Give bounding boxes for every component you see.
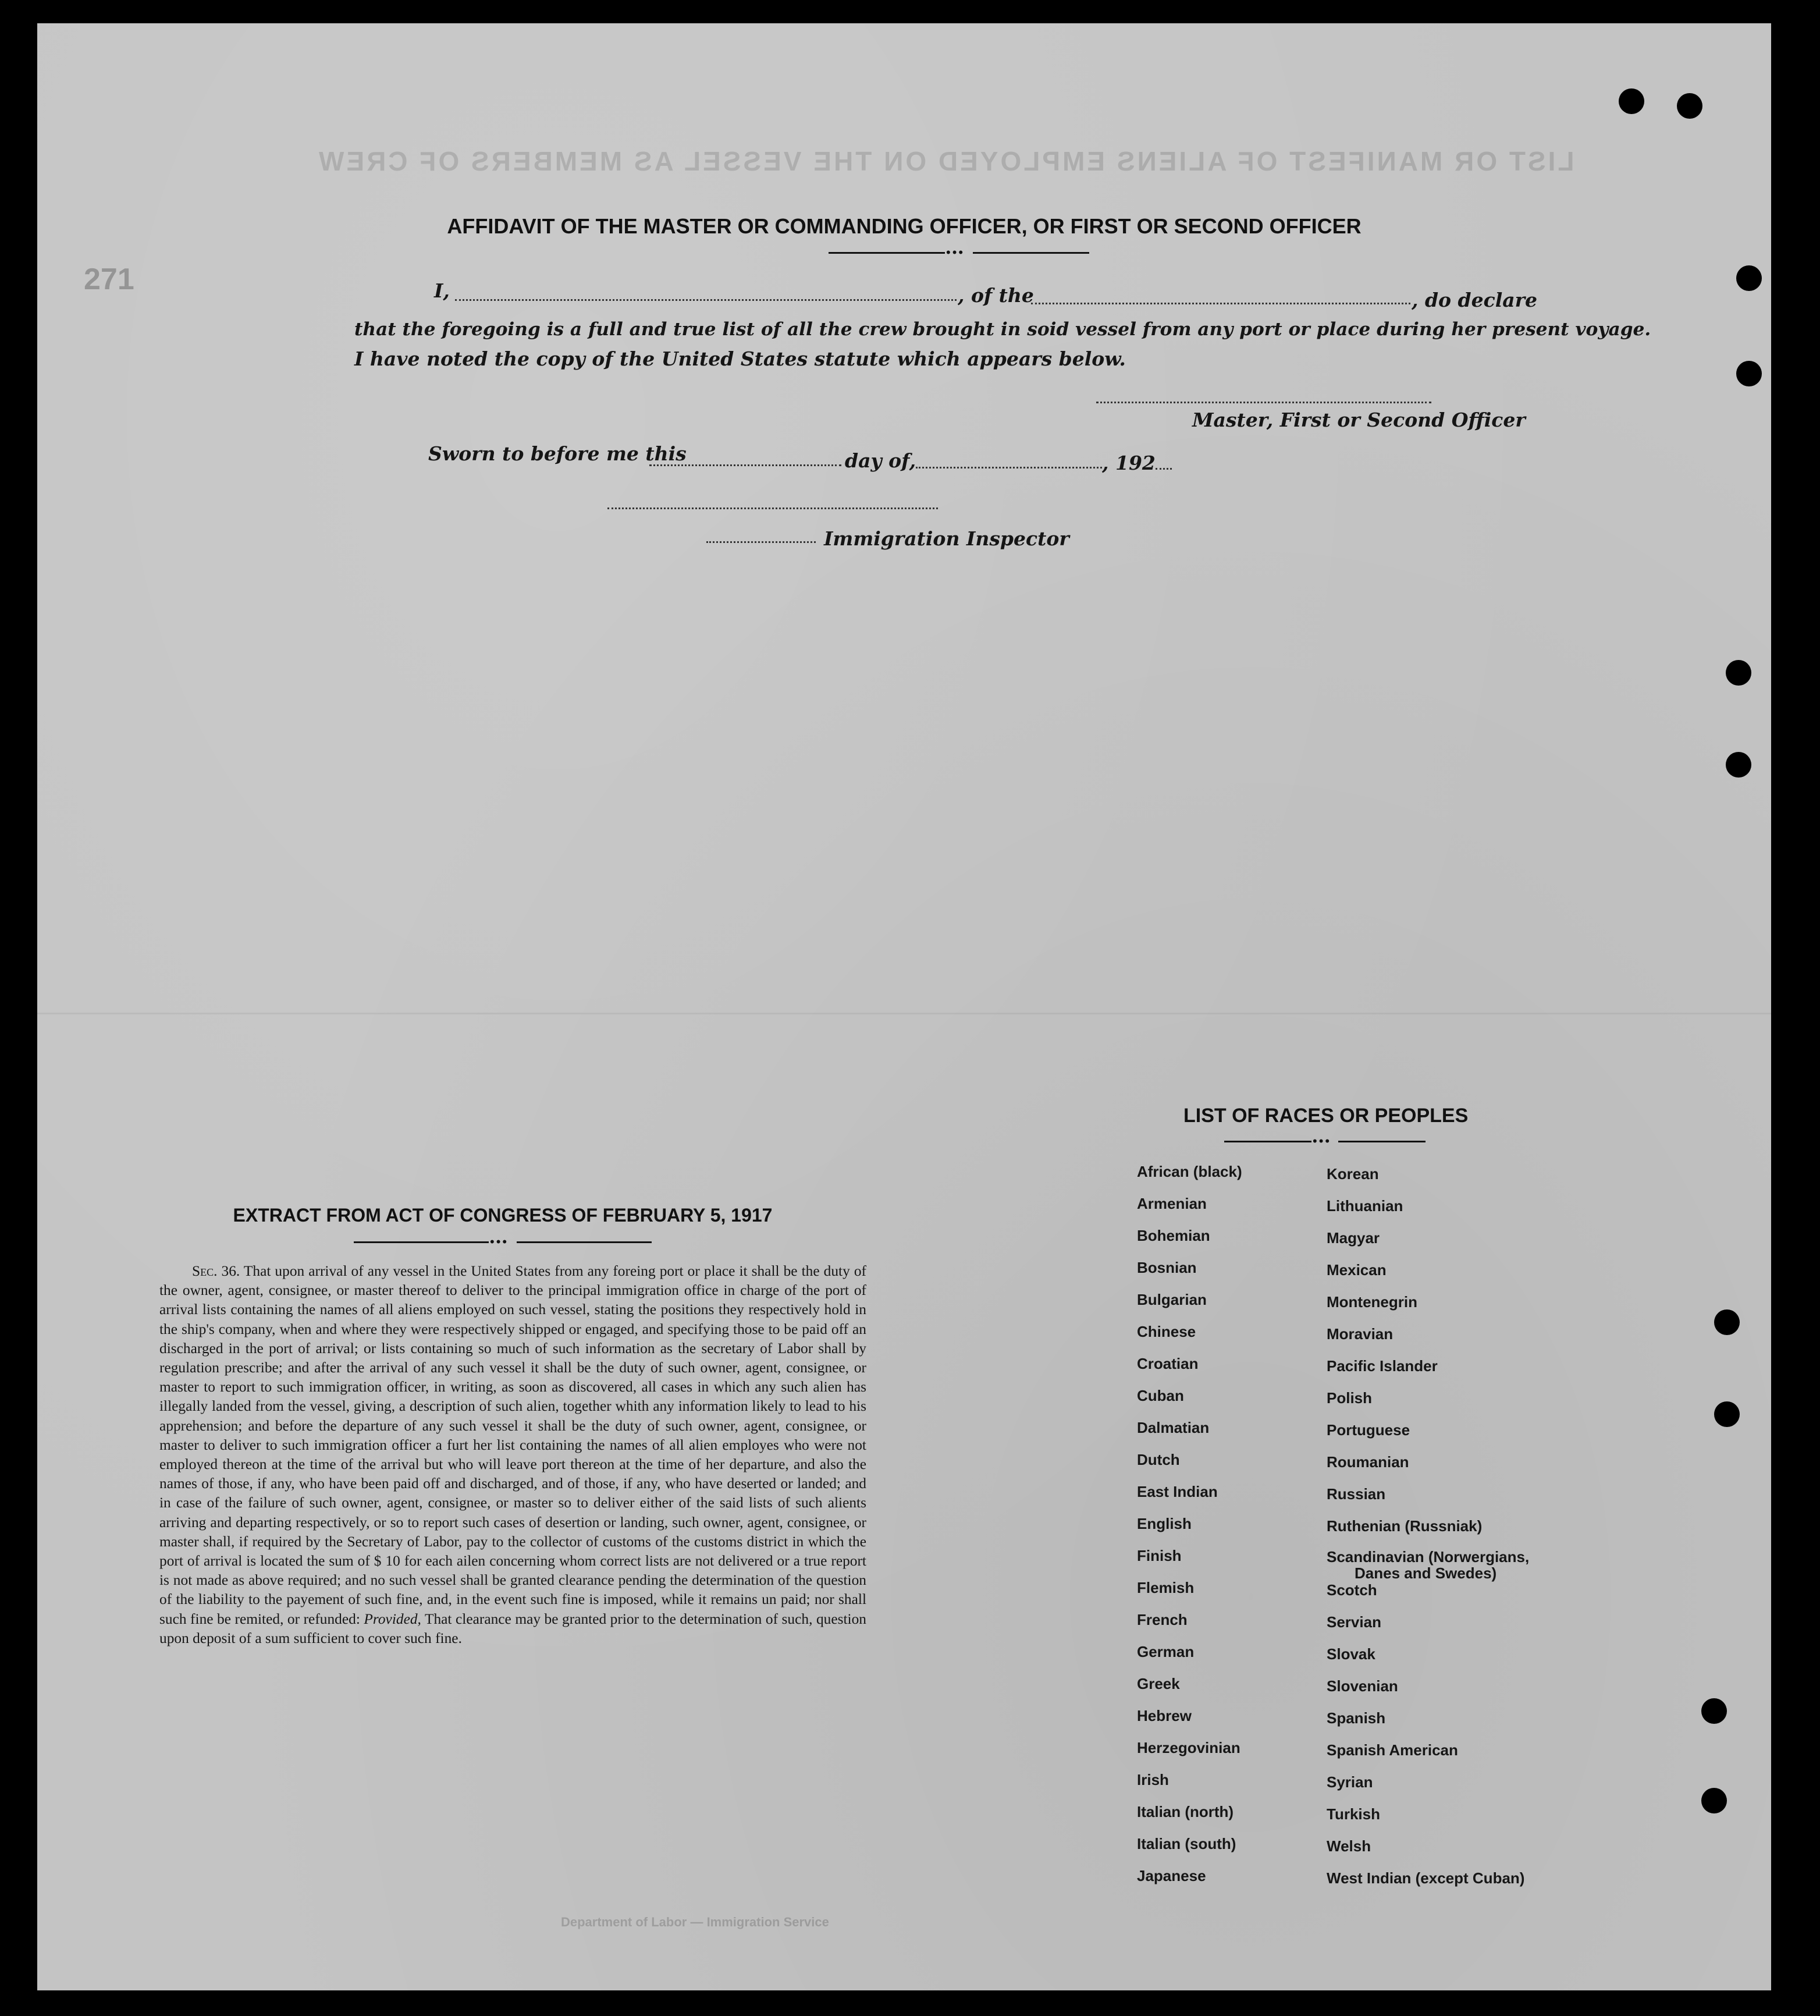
extract-text (159, 1262, 866, 1648)
race-item: Korean (1327, 1165, 1379, 1183)
vessel-blank (1031, 303, 1410, 304)
race-item: Croatian (1137, 1355, 1199, 1372)
affidavit-title: AFFIDAVIT OF THE MASTER OR COMMANDING OFFICER, OR FIRST OR SECOND OFFICER (447, 214, 1362, 238)
race-item: Magyar (1327, 1229, 1380, 1247)
affidavit-declaration: that the foregoing is a full and true list of all the crew brought in soid vessel from any port or place during her present voyage. (354, 319, 1651, 340)
race-item: Herzegovinian (1137, 1739, 1240, 1756)
race-item: German (1137, 1643, 1195, 1660)
race-item: Moravian (1327, 1325, 1394, 1343)
day-of-text: day of, (845, 449, 916, 472)
race-item: Spanish American (1327, 1741, 1458, 1759)
extract-text-part2: That clearance may be granted prior to the determination of such, question upon deposit of a sum sufficient to cover such fine. (159, 1610, 866, 1646)
race-item: Armenian (1137, 1195, 1207, 1212)
races-rule-dots: ••• (1313, 1134, 1332, 1148)
bleed-through-number: 271 (84, 262, 134, 296)
race-item: Finish (1137, 1547, 1182, 1564)
race-item: Slovenian (1327, 1677, 1398, 1695)
race-item: Bohemian (1137, 1227, 1210, 1244)
affidavit-word-do-declare: , do declare (1412, 289, 1538, 311)
punch-hole (1726, 752, 1751, 778)
extract-rule-left (354, 1241, 489, 1243)
race-item: Russian (1327, 1485, 1386, 1503)
title-rule-left (829, 252, 945, 254)
manifest-page (37, 23, 1771, 1990)
punch-hole (1619, 88, 1644, 114)
races-rule-left (1224, 1141, 1311, 1142)
year-blank (1156, 468, 1172, 470)
race-item: Spanish (1327, 1709, 1386, 1727)
affidavit-word-of-the: , of the (958, 284, 1034, 307)
race-item: Welsh (1327, 1837, 1371, 1855)
month-blank (916, 467, 1102, 468)
race-item: English (1137, 1515, 1192, 1532)
signature-label: Master, First or Second Officer (1192, 409, 1526, 431)
punch-hole (1677, 93, 1702, 119)
race-item: Roumanian (1327, 1453, 1409, 1471)
race-item: Bulgarian (1137, 1291, 1207, 1308)
race-item: French (1137, 1611, 1188, 1628)
race-item: Cuban (1137, 1387, 1184, 1404)
race-item: Portuguese (1327, 1421, 1410, 1439)
inspector-signature-blank (607, 507, 938, 509)
race-item: Greek (1137, 1675, 1180, 1692)
fold-crease (37, 1013, 1771, 1014)
title-rule-dots: ••• (946, 245, 965, 260)
race-item: Bosnian (1137, 1259, 1197, 1276)
race-item: West Indian (except Cuban) (1327, 1869, 1525, 1887)
section-label: Sec. 36. (192, 1263, 240, 1279)
punch-hole (1714, 1309, 1740, 1335)
race-item: Polish (1327, 1389, 1373, 1407)
extract-title: EXTRACT FROM ACT OF CONGRESS OF FEBRUARY 5, 1917 (233, 1205, 773, 1226)
race-item: Chinese (1137, 1323, 1196, 1340)
provided-word: Provided, (364, 1610, 421, 1627)
inspector-label: Immigration Inspector (824, 527, 1069, 550)
name-blank (455, 299, 957, 301)
race-item: Danes and Swedes) (1355, 1564, 1497, 1582)
race-item: Scotch (1327, 1581, 1377, 1599)
bleed-through-footer: Department of Labor — Immigration Service (561, 1915, 829, 1929)
punch-hole (1701, 1788, 1727, 1813)
race-item: Irish (1137, 1771, 1169, 1788)
race-item: Italian (north) (1137, 1803, 1234, 1820)
races-rule-right (1338, 1141, 1426, 1142)
inspector-short-blank (706, 541, 816, 543)
race-item: Italian (south) (1137, 1835, 1236, 1852)
year-text: , 192 (1102, 452, 1156, 474)
race-item: African (black) (1137, 1163, 1242, 1180)
sworn-day-blank (649, 464, 841, 466)
race-item: Japanese (1137, 1867, 1206, 1884)
extract-rule-dots: ••• (490, 1234, 509, 1249)
race-item: Flemish (1137, 1579, 1195, 1596)
race-item: Pacific Islander (1327, 1357, 1438, 1375)
extract-rule-right (517, 1241, 652, 1243)
race-item: East Indian (1137, 1483, 1218, 1500)
race-item: Lithuanian (1327, 1197, 1403, 1215)
race-item: Dutch (1137, 1451, 1180, 1468)
race-item: Turkish (1327, 1805, 1380, 1823)
sworn-text: Sworn to before me this (428, 442, 687, 465)
signature-blank (1096, 402, 1431, 403)
race-item: Hebrew (1137, 1707, 1192, 1724)
punch-hole (1701, 1698, 1727, 1724)
race-item: Scandinavian (Norwergians, (1327, 1548, 1530, 1566)
race-item: Ruthenian (Russniak) (1327, 1517, 1483, 1535)
punch-hole (1736, 361, 1762, 386)
race-item: Slovak (1327, 1645, 1375, 1663)
race-item: Montenegrin (1327, 1293, 1417, 1311)
race-item: Servian (1327, 1613, 1381, 1631)
punch-hole (1714, 1401, 1740, 1427)
punch-hole (1726, 660, 1751, 686)
affidavit-word-i: I, (434, 279, 450, 302)
bleed-through-heading: LIST OR MANIFEST OF ALIENS EMPLOYED ON THE VESSEL AS MEMBERS OF CREW (317, 146, 1574, 176)
races-title: LIST OF RACES OR PEOPLES (1183, 1105, 1469, 1127)
title-rule-right (973, 252, 1089, 254)
extract-text-part1: That upon arrival of any vessel in the United States from any foreing port or place it shall be the duty of the owner, agent, consignee, or master thereof to deliver to the principal immigration office in charge of the port of arrival lists containing the names of all aliens employed on such vessel, stating the positions they respectively hold in the ship's company, when and where they were respectively shipped or engaged, and specifying those to be paid off an discharged in the port of arrival; or lists containing so much of such information as the secretary of Labor shall by regulation prescribe; and after the arrival of any such vessel it shall be the duty of such owner, agent, consignee, or master to report to such immigration officer, in writing, as soon as discovered, all cases in which any such alien has illegally landed from the vessel, giving, a description of such alien, together whith any information likely to lead to his apprehension; and before the departure of any such vessel it shall be the duty of such owner, agent, consignee, or master to deliver to such immigration officer a furt her list containing the names of all alien employes who were not employed thereon at the time of the arrival but who will leave port thereon at the time of her departure, and also the names of those, if any, who have been paid off and discharged, and of those, if any, who have deserted or landed; and in case of the failure of such owner, agent, consignee, or master so to deliver either of the said lists of such alients arriving and departing respectively, or so to report such cases of desertion or landing, such owner, agent, consignee, or master shall, if required by the Secretary of Labor, pay to the collector of customs of the customs district in which the port of arrival is located the sum of $ 10 for each ailen concerning whom correct lists are not delivered or a true report is not made as above required; and no such vessel shall be granted clearance pending the determination of the question of the liability to the payement of such fine, and, in the event such fine is imposed, while it remains un paid; nor shall such fine be remited, or refunded: (159, 1263, 867, 1627)
race-item: Dalmatian (1137, 1419, 1210, 1436)
punch-hole (1736, 265, 1762, 291)
affidavit-statute-note: I have noted the copy of the United States statute which appears below. (354, 347, 1126, 370)
race-item: Syrian (1327, 1773, 1373, 1791)
race-item: Mexican (1327, 1261, 1387, 1279)
